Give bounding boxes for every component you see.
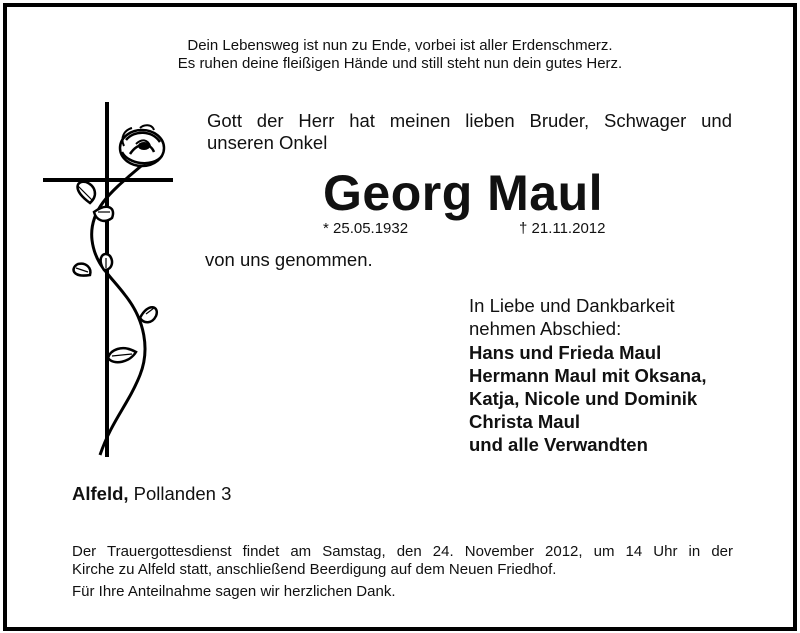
deceased-name: Georg Maul	[323, 165, 604, 221]
mourner-entry: Christa Maul	[469, 411, 581, 432]
announcement-intro-line-1: Gott der Herr hat meinen lieben Bruder, Schwager und	[207, 110, 732, 131]
verse-line-2: Es ruhen deine fleißigen Hände und still steht nun dein gutes Herz.	[177, 55, 623, 72]
announcement-intro-line-2: unseren Onkel	[207, 132, 328, 153]
thanks-line: Für Ihre Anteilnahme sagen wir herzlichen Dank.	[72, 583, 396, 600]
address-street: Pollanden 3	[133, 483, 232, 504]
mourner-entry: Hans und Frieda Maul	[469, 342, 662, 363]
service-line-1: Der Trauergottesdienst findet am Samstag, den 24. November 2012, um 14 Uhr in der	[72, 543, 733, 560]
mourner-entry: Katja, Nicole und Dominik	[469, 388, 698, 409]
mourner-entry: Hermann Maul mit Oksana,	[469, 365, 707, 386]
announcement-closing: von uns genommen.	[205, 249, 373, 270]
death-date: † 21.11.2012	[519, 220, 606, 237]
mourner-entry: und alle Verwandten	[469, 434, 648, 455]
service-line-2: Kirche zu Alfeld statt, anschließend Beerdigung auf dem Neuen Friedhof.	[72, 561, 557, 578]
mourners-list	[469, 341, 706, 456]
address-town: Alfeld,	[72, 483, 129, 504]
address	[72, 483, 231, 505]
mourners-intro-line-2: nehmen Abschied:	[469, 318, 622, 339]
mourners-intro-line-1: In Liebe und Dankbarkeit	[469, 295, 675, 316]
birth-date: * 25.05.1932	[323, 220, 409, 237]
verse-line-1: Dein Lebensweg ist nun zu Ende, vorbei ist aller Erdenschmerz.	[187, 37, 613, 54]
